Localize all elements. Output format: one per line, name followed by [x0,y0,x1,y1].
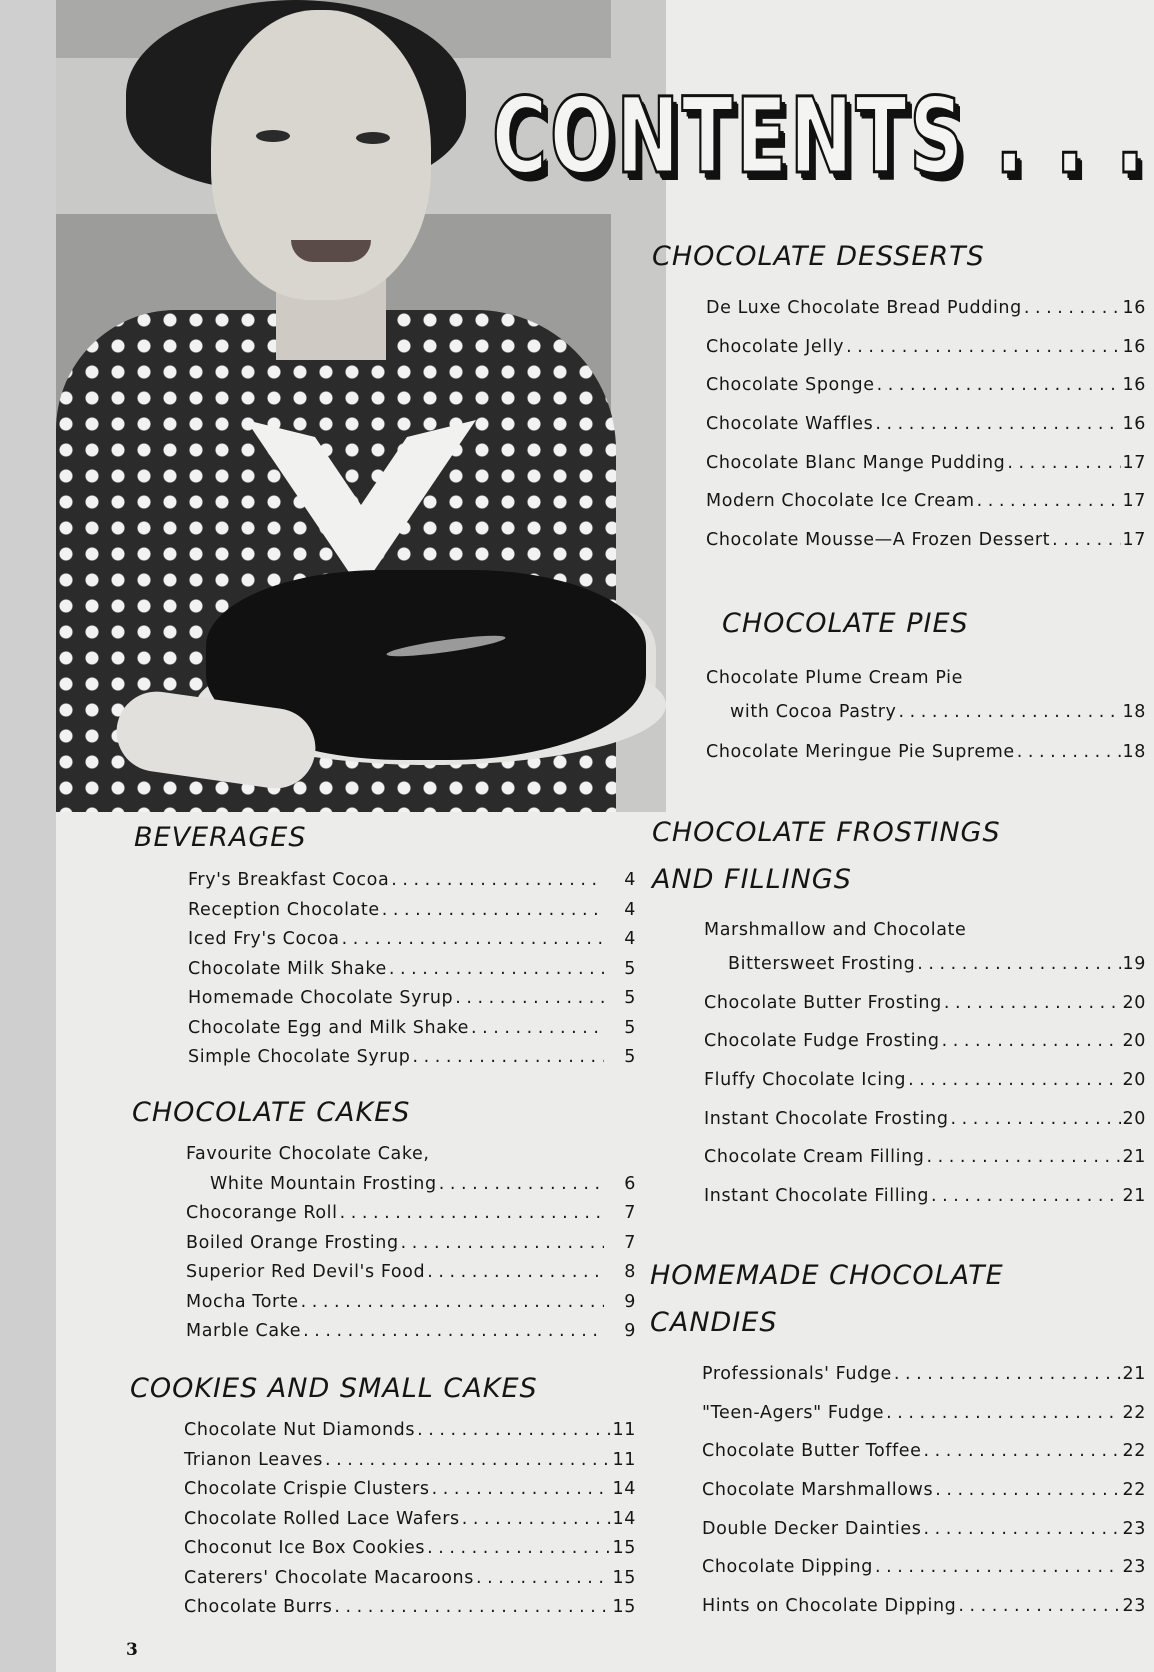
toc-entry[interactable]: Professionals' Fudge . . . 21 [702,1364,1146,1403]
toc-entry[interactable]: Chocolate Rolled Lace Wafers . . . 14 [184,1509,636,1539]
toc-entry[interactable]: Reception Chocolate . . . 4 [188,900,636,930]
section-heading-frostings: CHOCOLATE FROSTINGS AND FILLINGS [652,817,1001,895]
toc-entry[interactable]: with Cocoa Pastry . . . 18 [706,702,1146,742]
toc-entry[interactable]: Fry's Breakfast Cocoa . . . 4 [188,870,636,900]
toc-entry[interactable]: Choconut Ice Box Cookies . . . 15 [184,1538,636,1568]
toc-entry[interactable]: Chocolate Jelly . . . 16 [706,337,1146,376]
toc-entry[interactable]: Instant Chocolate Filling . . . 21 [704,1186,1146,1225]
toc-list-cakes [186,1144,636,1351]
toc-entry[interactable]: Homemade Chocolate Syrup . . . 5 [188,988,636,1018]
toc-entry[interactable]: Chocolate Dipping . . . 23 [702,1557,1146,1596]
toc-list-pies [706,668,1146,780]
toc-entry[interactable]: Chocolate Butter Frosting . . . 20 [704,993,1146,1032]
toc-entry[interactable]: Chocolate Milk Shake . . . 5 [188,959,636,989]
section-heading-beverages: BEVERAGES [134,822,307,853]
toc-entry[interactable]: Chocorange Roll . . . 7 [186,1203,636,1233]
section-heading-pies: CHOCOLATE PIES [722,608,969,639]
toc-entry[interactable]: Iced Fry's Cocoa . . . 4 [188,929,636,959]
toc-entry[interactable]: Hints on Chocolate Dipping . . . 23 [702,1596,1146,1635]
page-number: 3 [126,1640,138,1660]
toc-entry[interactable]: Fluffy Chocolate Icing . . . 20 [704,1070,1146,1109]
toc-entry[interactable]: Chocolate Nut Diamonds . . . 11 [184,1420,636,1450]
toc-entry[interactable]: Chocolate Butter Toffee . . . 22 [702,1441,1146,1480]
toc-entry[interactable]: Modern Chocolate Ice Cream . . . 17 [706,491,1146,530]
toc-entry[interactable]: Marshmallow and Chocolate [704,920,967,940]
toc-entry[interactable]: Chocolate Marshmallows . . . 22 [702,1480,1146,1519]
section-heading-desserts: CHOCOLATE DESSERTS [652,241,985,272]
toc-entry[interactable]: Superior Red Devil's Food . . . 8 [186,1262,636,1292]
section-heading-candies: HOMEMADE CHOCOLATE CANDIES [650,1260,1004,1338]
section-heading-cakes: CHOCOLATE CAKES [132,1097,411,1128]
toc-entry[interactable]: Instant Chocolate Frosting . . . 20 [704,1109,1146,1148]
toc-entry[interactable]: Chocolate Egg and Milk Shake . . . 5 [188,1018,636,1048]
toc-entry[interactable]: Caterers' Chocolate Macaroons . . . 15 [184,1568,636,1598]
section-heading-cookies: COOKIES AND SMALL CAKES [130,1373,538,1404]
toc-entry[interactable]: White Mountain Frosting . . . 6 [186,1174,636,1204]
toc-entry[interactable]: Chocolate Plume Cream Pie [706,668,963,688]
toc-list-candies [702,1364,1146,1635]
toc-list-cookies [184,1420,636,1627]
toc-entry[interactable]: Boiled Orange Frosting . . . 7 [186,1233,636,1263]
toc-entry[interactable]: Mocha Torte . . . 9 [186,1292,636,1322]
toc-entry[interactable]: Chocolate Burrs . . . 15 [184,1597,636,1627]
toc-entry[interactable]: Chocolate Mousse—A Frozen Dessert . . . 17 [706,530,1146,569]
toc-entry[interactable]: Chocolate Cream Filling . . . 21 [704,1147,1146,1186]
toc-entry[interactable]: Favourite Chocolate Cake, [186,1144,430,1164]
toc-entry[interactable]: Double Decker Dainties . . . 23 [702,1519,1146,1558]
toc-entry[interactable]: "Teen-Agers" Fudge . . . 22 [702,1403,1146,1442]
page [56,0,1154,1672]
toc-list-frostings [704,920,1146,1225]
toc-list-desserts [706,298,1146,569]
page-title: CONTENTS . . . [492,75,1148,197]
toc-entry[interactable]: Chocolate Crispie Clusters . . . 14 [184,1479,636,1509]
toc-entry[interactable]: Trianon Leaves . . . 11 [184,1450,636,1480]
toc-entry[interactable]: Simple Chocolate Syrup . . . 5 [188,1047,636,1077]
toc-entry[interactable]: Chocolate Waffles . . . 16 [706,414,1146,453]
toc-entry[interactable]: Chocolate Fudge Frosting . . . 20 [704,1031,1146,1070]
toc-entry[interactable]: Chocolate Sponge . . . 16 [706,375,1146,414]
toc-entry[interactable]: Chocolate Blanc Mange Pudding . . . 17 [706,453,1146,492]
toc-entry[interactable]: Bittersweet Frosting . . . 19 [704,954,1146,993]
toc-entry[interactable]: Marble Cake . . . 9 [186,1321,636,1351]
toc-entry[interactable]: De Luxe Chocolate Bread Pudding . . . 16 [706,298,1146,337]
toc-entry[interactable]: Chocolate Meringue Pie Supreme . . . 18 [706,742,1146,780]
toc-list-beverages [188,870,636,1077]
